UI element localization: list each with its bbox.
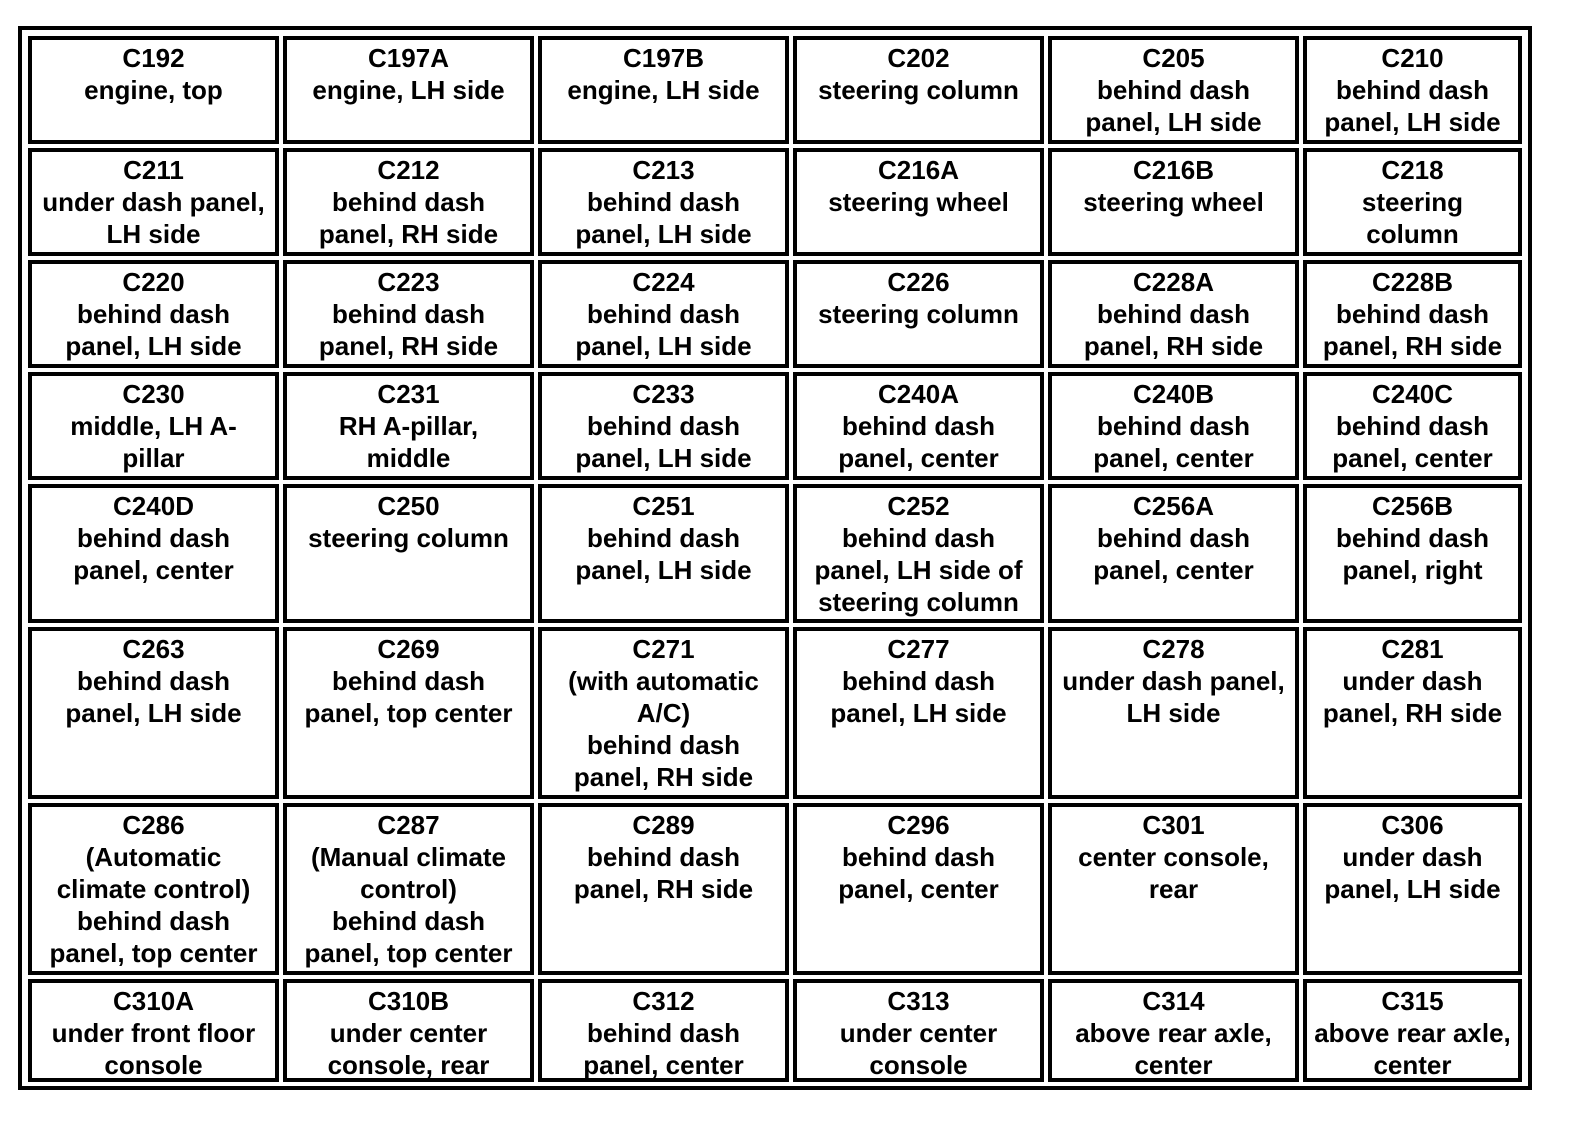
connector-cell <box>793 979 1044 1082</box>
connector-location-line: panel, center <box>583 1050 744 1080</box>
connector-cell <box>538 979 789 1082</box>
connector-location-line: panel, LH side <box>65 698 242 728</box>
connector-location-line: console <box>104 1050 203 1080</box>
connector-cell <box>1303 627 1522 799</box>
connector-location-line: behind dash <box>586 299 741 329</box>
connector-location-line: behind dash <box>841 411 996 441</box>
connector-id: C240A <box>878 379 959 409</box>
connector-location-line: center console, <box>1078 842 1269 872</box>
connector-id: C223 <box>377 267 440 297</box>
connector-cell <box>793 372 1044 480</box>
connector-id: C216A <box>878 155 959 185</box>
connector-location-line: behind dash <box>76 523 231 553</box>
connector-id: C212 <box>377 155 440 185</box>
connector-location-line: panel, LH side <box>575 443 752 473</box>
connector-id: C313 <box>887 986 950 1016</box>
connector-cell <box>1048 260 1299 368</box>
connector-location-line: behind dash <box>1335 75 1490 105</box>
connector-location-line: behind dash <box>331 187 486 217</box>
connector-location-line: column <box>1366 219 1459 249</box>
connector-id: C251 <box>632 491 695 521</box>
connector-cell <box>283 484 534 623</box>
connector-cell <box>793 260 1044 368</box>
connector-location-line: above rear axle, <box>1314 1018 1511 1048</box>
connector-location-line: panel, center <box>1093 555 1254 585</box>
connector-location-line: panel, top center <box>49 938 258 968</box>
connector-location-line: panel, LH side <box>575 555 752 585</box>
connector-id: C226 <box>887 267 950 297</box>
connector-cell <box>283 803 534 975</box>
connector-cell <box>28 803 279 975</box>
connector-cell <box>793 803 1044 975</box>
connector-location-line: (Manual climate <box>310 842 507 872</box>
connector-cell <box>538 260 789 368</box>
connector-location-line: under dash <box>1342 842 1483 872</box>
connector-location-line: panel, LH side <box>1085 107 1262 137</box>
connector-id: C310B <box>368 986 449 1016</box>
connector-id: C205 <box>1142 43 1205 73</box>
connector-id: C213 <box>632 155 695 185</box>
connector-location-line: panel, LH side <box>575 219 752 249</box>
connector-id: C271 <box>632 634 695 664</box>
connector-cell <box>28 372 279 480</box>
connector-cell <box>538 148 789 256</box>
connector-id: C256A <box>1133 491 1214 521</box>
connector-id: C228B <box>1372 267 1453 297</box>
connector-location-line: engine, LH side <box>312 75 505 105</box>
connector-location-line: steering wheel <box>828 187 1009 217</box>
connector-location-line: panel, RH side <box>1083 331 1264 361</box>
connector-location-line: behind dash <box>841 666 996 696</box>
connector-location-line: panel, RH side <box>573 762 754 792</box>
connector-cell <box>1048 803 1299 975</box>
connector-location-line: RH A-pillar, <box>338 411 479 441</box>
connector-cell <box>28 148 279 256</box>
connector-location-line: panel, LH side <box>1324 107 1501 137</box>
connector-id: C197A <box>368 43 449 73</box>
connector-cell <box>283 372 534 480</box>
connector-cell <box>793 148 1044 256</box>
connector-location-line: under front floor <box>51 1018 256 1048</box>
connector-cell <box>28 627 279 799</box>
connector-id: C220 <box>122 267 185 297</box>
connector-location-table <box>26 34 1524 1082</box>
connector-cell <box>538 803 789 975</box>
connector-location-line: middle <box>366 443 451 473</box>
connector-location-line: panel, right <box>1342 555 1483 585</box>
connector-location-line: rear <box>1148 874 1199 904</box>
connector-cell <box>1303 36 1522 144</box>
connector-cell <box>538 484 789 623</box>
connector-location-line: steering column <box>818 587 1019 617</box>
connector-location-line: center <box>1134 1050 1213 1080</box>
connector-location-line: LH side <box>106 219 201 249</box>
connector-id: C218 <box>1381 155 1444 185</box>
connector-location-line: steering wheel <box>1083 187 1264 217</box>
connector-location-line: behind dash <box>586 411 741 441</box>
connector-location-line: behind dash <box>1335 299 1490 329</box>
connector-location-line: under center <box>839 1018 998 1048</box>
connector-location-line: panel, RH side <box>318 331 499 361</box>
connector-id: C281 <box>1381 634 1444 664</box>
connector-id: C202 <box>887 43 950 73</box>
connector-cell <box>793 484 1044 623</box>
connector-cell <box>793 627 1044 799</box>
connector-table-frame <box>18 26 1532 1090</box>
connector-location-line: engine, top <box>84 75 223 105</box>
connector-location-line: above rear axle, <box>1075 1018 1272 1048</box>
connector-id: C287 <box>377 810 440 840</box>
connector-location-line: panel, center <box>838 443 999 473</box>
connector-location-line: panel, LH side of <box>814 555 1023 585</box>
connector-cell <box>1048 484 1299 623</box>
connector-id: C263 <box>122 634 185 664</box>
connector-id: C278 <box>1142 634 1205 664</box>
connector-location-line: (Automatic <box>85 842 222 872</box>
connector-id: C233 <box>632 379 695 409</box>
connector-cell <box>538 372 789 480</box>
connector-cell <box>1303 148 1522 256</box>
connector-cell <box>1048 36 1299 144</box>
connector-location-line: behind dash <box>76 906 231 936</box>
connector-cell <box>538 36 789 144</box>
connector-location-line: behind dash <box>1096 299 1251 329</box>
connector-id: C256B <box>1372 491 1453 521</box>
connector-id: C250 <box>377 491 440 521</box>
connector-id: C240C <box>1372 379 1453 409</box>
connector-location-line: panel, top center <box>304 938 513 968</box>
connector-cell <box>28 260 279 368</box>
connector-location-line: steering column <box>818 75 1019 105</box>
connector-id: C231 <box>377 379 440 409</box>
connector-cell <box>283 148 534 256</box>
connector-id: C230 <box>122 379 185 409</box>
connector-location-line: panel, RH side <box>573 874 754 904</box>
connector-location-line: behind dash <box>586 1018 741 1048</box>
connector-location-line: behind dash <box>586 730 741 760</box>
connector-cell <box>1048 627 1299 799</box>
connector-cell <box>1303 484 1522 623</box>
connector-location-line: behind dash <box>1335 411 1490 441</box>
connector-location-line: behind dash <box>331 666 486 696</box>
connector-location-line: behind dash <box>1096 75 1251 105</box>
connector-id: C306 <box>1381 810 1444 840</box>
connector-location-line: center <box>1373 1050 1452 1080</box>
connector-location-line: control) <box>360 874 457 904</box>
connector-location-line: behind dash <box>331 906 486 936</box>
connector-location-line: under dash <box>1342 666 1483 696</box>
connector-location-line: panel, center <box>73 555 234 585</box>
connector-cell <box>1048 148 1299 256</box>
connector-cell <box>28 979 279 1082</box>
connector-location-line: under dash panel, <box>1062 666 1285 696</box>
connector-cell <box>1303 803 1522 975</box>
connector-location-line: climate control) <box>56 874 251 904</box>
connector-cell <box>283 627 534 799</box>
connector-location-line: behind dash <box>586 523 741 553</box>
connector-cell <box>1303 260 1522 368</box>
connector-location-line: panel, RH side <box>1322 331 1503 361</box>
connector-cell <box>1048 372 1299 480</box>
connector-id: C315 <box>1381 986 1444 1016</box>
connector-location-line: console, rear <box>327 1050 490 1080</box>
connector-id: C192 <box>122 43 185 73</box>
connector-id: C197B <box>623 43 704 73</box>
connector-cell <box>1303 372 1522 480</box>
connector-id: C312 <box>632 986 695 1016</box>
connector-location-line: behind dash <box>331 299 486 329</box>
connector-id: C228A <box>1133 267 1214 297</box>
connector-location-line: panel, center <box>838 874 999 904</box>
connector-location-line: A/C) <box>636 698 691 728</box>
connector-location-line: panel, LH side <box>65 331 242 361</box>
connector-cell <box>793 36 1044 144</box>
connector-location-line: (with automatic <box>568 666 759 696</box>
connector-location-line: panel, center <box>1093 443 1254 473</box>
connector-location-line: panel, RH side <box>318 219 499 249</box>
connector-location-line: behind dash <box>76 299 231 329</box>
connector-cell <box>283 36 534 144</box>
connector-cell <box>538 627 789 799</box>
connector-id: C224 <box>632 267 695 297</box>
connector-id: C211 <box>123 155 184 185</box>
connector-location-line: panel, top center <box>304 698 513 728</box>
connector-id: C240D <box>113 491 194 521</box>
connector-location-line: panel, LH side <box>1324 874 1501 904</box>
connector-location-line: behind dash <box>586 187 741 217</box>
connector-location-line: panel, LH side <box>575 331 752 361</box>
connector-location-line: engine, LH side <box>567 75 760 105</box>
connector-cell <box>1048 979 1299 1082</box>
connector-location-line: behind dash <box>1335 523 1490 553</box>
connector-id: C216B <box>1133 155 1214 185</box>
connector-location-line: under center <box>329 1018 488 1048</box>
connector-location-line: steering column <box>308 523 509 553</box>
connector-id: C301 <box>1142 810 1205 840</box>
connector-location-line: LH side <box>1126 698 1221 728</box>
connector-location-line: behind dash <box>841 523 996 553</box>
connector-cell <box>1303 979 1522 1082</box>
connector-location-line: pillar <box>122 443 185 473</box>
connector-location-line: steering column <box>818 299 1019 329</box>
connector-location-line: behind dash <box>841 842 996 872</box>
connector-id: C314 <box>1142 986 1205 1016</box>
connector-id: C296 <box>887 810 950 840</box>
connector-location-line: steering <box>1361 187 1464 217</box>
connector-id: C289 <box>632 810 695 840</box>
connector-location-line: under dash panel, <box>42 187 265 217</box>
connector-id: C286 <box>122 810 185 840</box>
connector-location-line: behind dash <box>1096 411 1251 441</box>
connector-id: C210 <box>1381 43 1444 73</box>
connector-location-line: middle, LH A- <box>70 411 237 441</box>
connector-cell <box>28 36 279 144</box>
connector-location-line: panel, center <box>1332 443 1493 473</box>
connector-cell <box>283 979 534 1082</box>
connector-cell <box>283 260 534 368</box>
connector-id: C277 <box>887 634 950 664</box>
connector-id: C310A <box>113 986 194 1016</box>
connector-location-line: panel, LH side <box>830 698 1007 728</box>
connector-id: C269 <box>377 634 440 664</box>
connector-id: C252 <box>887 491 950 521</box>
connector-cell <box>28 484 279 623</box>
connector-location-line: behind dash <box>1096 523 1251 553</box>
connector-id: C240B <box>1133 379 1214 409</box>
connector-location-line: panel, RH side <box>1322 698 1503 728</box>
connector-location-line: behind dash <box>76 666 231 696</box>
connector-location-line: behind dash <box>586 842 741 872</box>
connector-location-line: console <box>869 1050 968 1080</box>
